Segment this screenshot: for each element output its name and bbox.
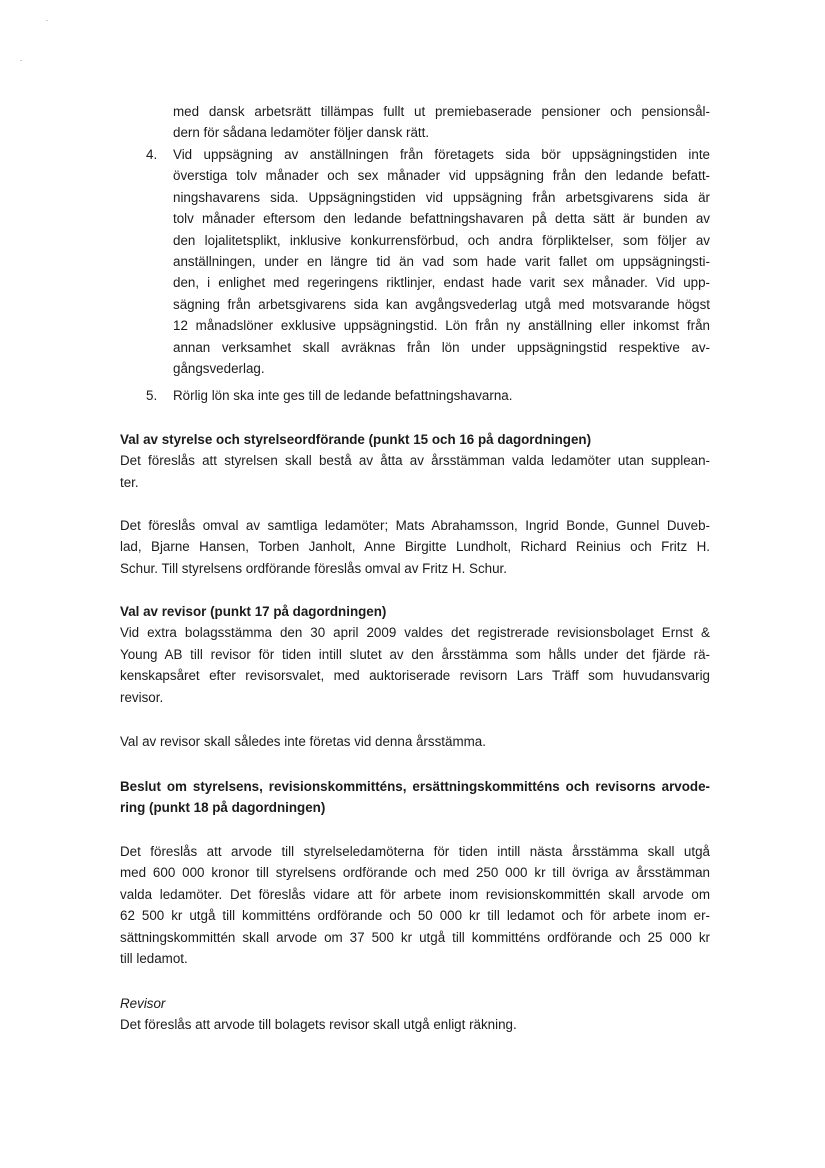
list-item-continuation [120, 101, 710, 144]
text-line: lad, Bjarne Hansen, Torben Janholt, Anne Birgitte Lundholt, Richard Reinius och Fritz H. [120, 539, 710, 555]
text-line: 62 500 kr utgå till kommitténs ordförande och 50 000 kr till ledamot och för arbete inom er- [120, 908, 710, 924]
text-line: ter. [120, 474, 139, 490]
text-line: anställningen, under en längre tid än vad som hade varit fallet om uppsägningsti- [173, 254, 710, 270]
section-auditor-election [120, 601, 710, 708]
section-heading: Beslut om styrelsens, revisionskommitténs, ersättningskommitténs och revisorns arvode- [120, 779, 710, 794]
text-line: Det föreslås att arvode till styrelseledamöterna för tiden intill nästa årsstämma skall utgå [120, 844, 710, 859]
text-line: den lojalitetsplikt, inklusive konkurrensförbud, och andra förpliktelser, som följer av [173, 232, 710, 248]
text-line: dern för sådana ledamöter följer dansk rätt. [173, 125, 430, 141]
section-heading: Val av styrelse och styrelseordförande (punkt 15 och 16 på dagordningen) [120, 432, 592, 447]
text-line: sättningskommittén skall arvode om 37 500 kr utgå till kommitténs ordförande och 25 000 kr [120, 929, 710, 945]
text-line: 12 månadslöner exklusive uppsägningstid. Lön från ny anställning eller inkomst från [173, 318, 710, 334]
text-line: med dansk arbetsrätt tillämpas fullt ut premiebaserade pensioner och pensionsål- [173, 104, 710, 119]
text-line: Det föreslås att arvode till bolagets revisor skall utgå enligt räkning. [120, 1017, 517, 1033]
section-fees [120, 776, 710, 819]
text-line: gångsvederlag. [173, 361, 265, 377]
section-heading: ring (punkt 18 på dagordningen) [120, 800, 326, 816]
subheading: Revisor [120, 996, 166, 1011]
auditor-note-paragraph [120, 731, 710, 752]
section-heading: Val av revisor (punkt 17 på dagordningen) [120, 604, 387, 619]
text-line: sägning från arbetsgivarens sida kan avgångsvederlag utgå med motsvarande högst [173, 296, 710, 312]
text-line: tolv månader eftersom den ledande befattningshavaren på detta sätt är bunden av [173, 211, 710, 227]
scan-speck [46, 20, 48, 21]
fees-paragraph [120, 841, 710, 969]
text-line: Schur. Till styrelsens ordförande föreslås omval av Fritz H. Schur. [120, 560, 507, 576]
list-number: 4. [146, 147, 158, 162]
text-line: annan verksamhet skall avräknas från lön under uppsägningstid respektive av- [173, 339, 710, 355]
auditor-fees-paragraph [120, 993, 710, 1036]
text-line: med 600 000 kronor till styrelsens ordförande och med 250 000 kr till övriga av årsstämman [120, 865, 710, 881]
text-line: ningshavarens sida. Uppsägningstiden vid uppsägning från arbetsgivarens sida är [173, 189, 710, 205]
text-line: Young AB till revisor för tiden intill slutet av den årsstämma som hålls under det fjärde rä- [120, 646, 710, 662]
text-line: Vid uppsägning av anställningen från företagets sida bör uppsägningstiden inte [173, 147, 710, 162]
text-line: revisor. [120, 689, 164, 705]
board-nominees-paragraph [120, 515, 710, 579]
text-line: Vid extra bolagsstämma den 30 april 2009 valdes det registrerade revisionsbolaget Ernst & [120, 625, 710, 641]
text-line: den, i enlighet med regeringens riktlinjer, endast hade varit sex månader. Vid upp- [173, 275, 710, 291]
text-line: Det föreslås att styrelsen skall bestå av åtta av årsstämman valda ledamöter utan supplean- [120, 453, 710, 469]
text-line: till ledamot. [120, 951, 188, 967]
text-line: kenskapsåret efter revisorsvalet, med auktoriserade revisorn Lars Träff som huvudansvarig [120, 668, 710, 684]
list-item-5 [120, 385, 710, 406]
text-line: Val av revisor skall således inte företas vid denna årsstämma. [120, 734, 486, 749]
list-item-4 [120, 144, 710, 379]
text-line: valda ledamöter. Det föreslås vidare att för arbete inom revisionskommittén skall arvode om [120, 886, 710, 902]
text-line: Rörlig lön ska inte ges till de ledande befattningshavarna. [173, 388, 513, 403]
section-board-election [120, 429, 710, 493]
section-heading-line [120, 601, 710, 622]
scan-speck [20, 60, 22, 61]
text-line: Det föreslås omval av samtliga ledamöter; Mats Abrahamsson, Ingrid Bonde, Gunnel Duveb- [120, 518, 710, 533]
list-number: 5. [146, 388, 158, 403]
text-line: överstiga tolv månader och sex månader vid uppsägning från den ledande befatt- [173, 168, 710, 184]
